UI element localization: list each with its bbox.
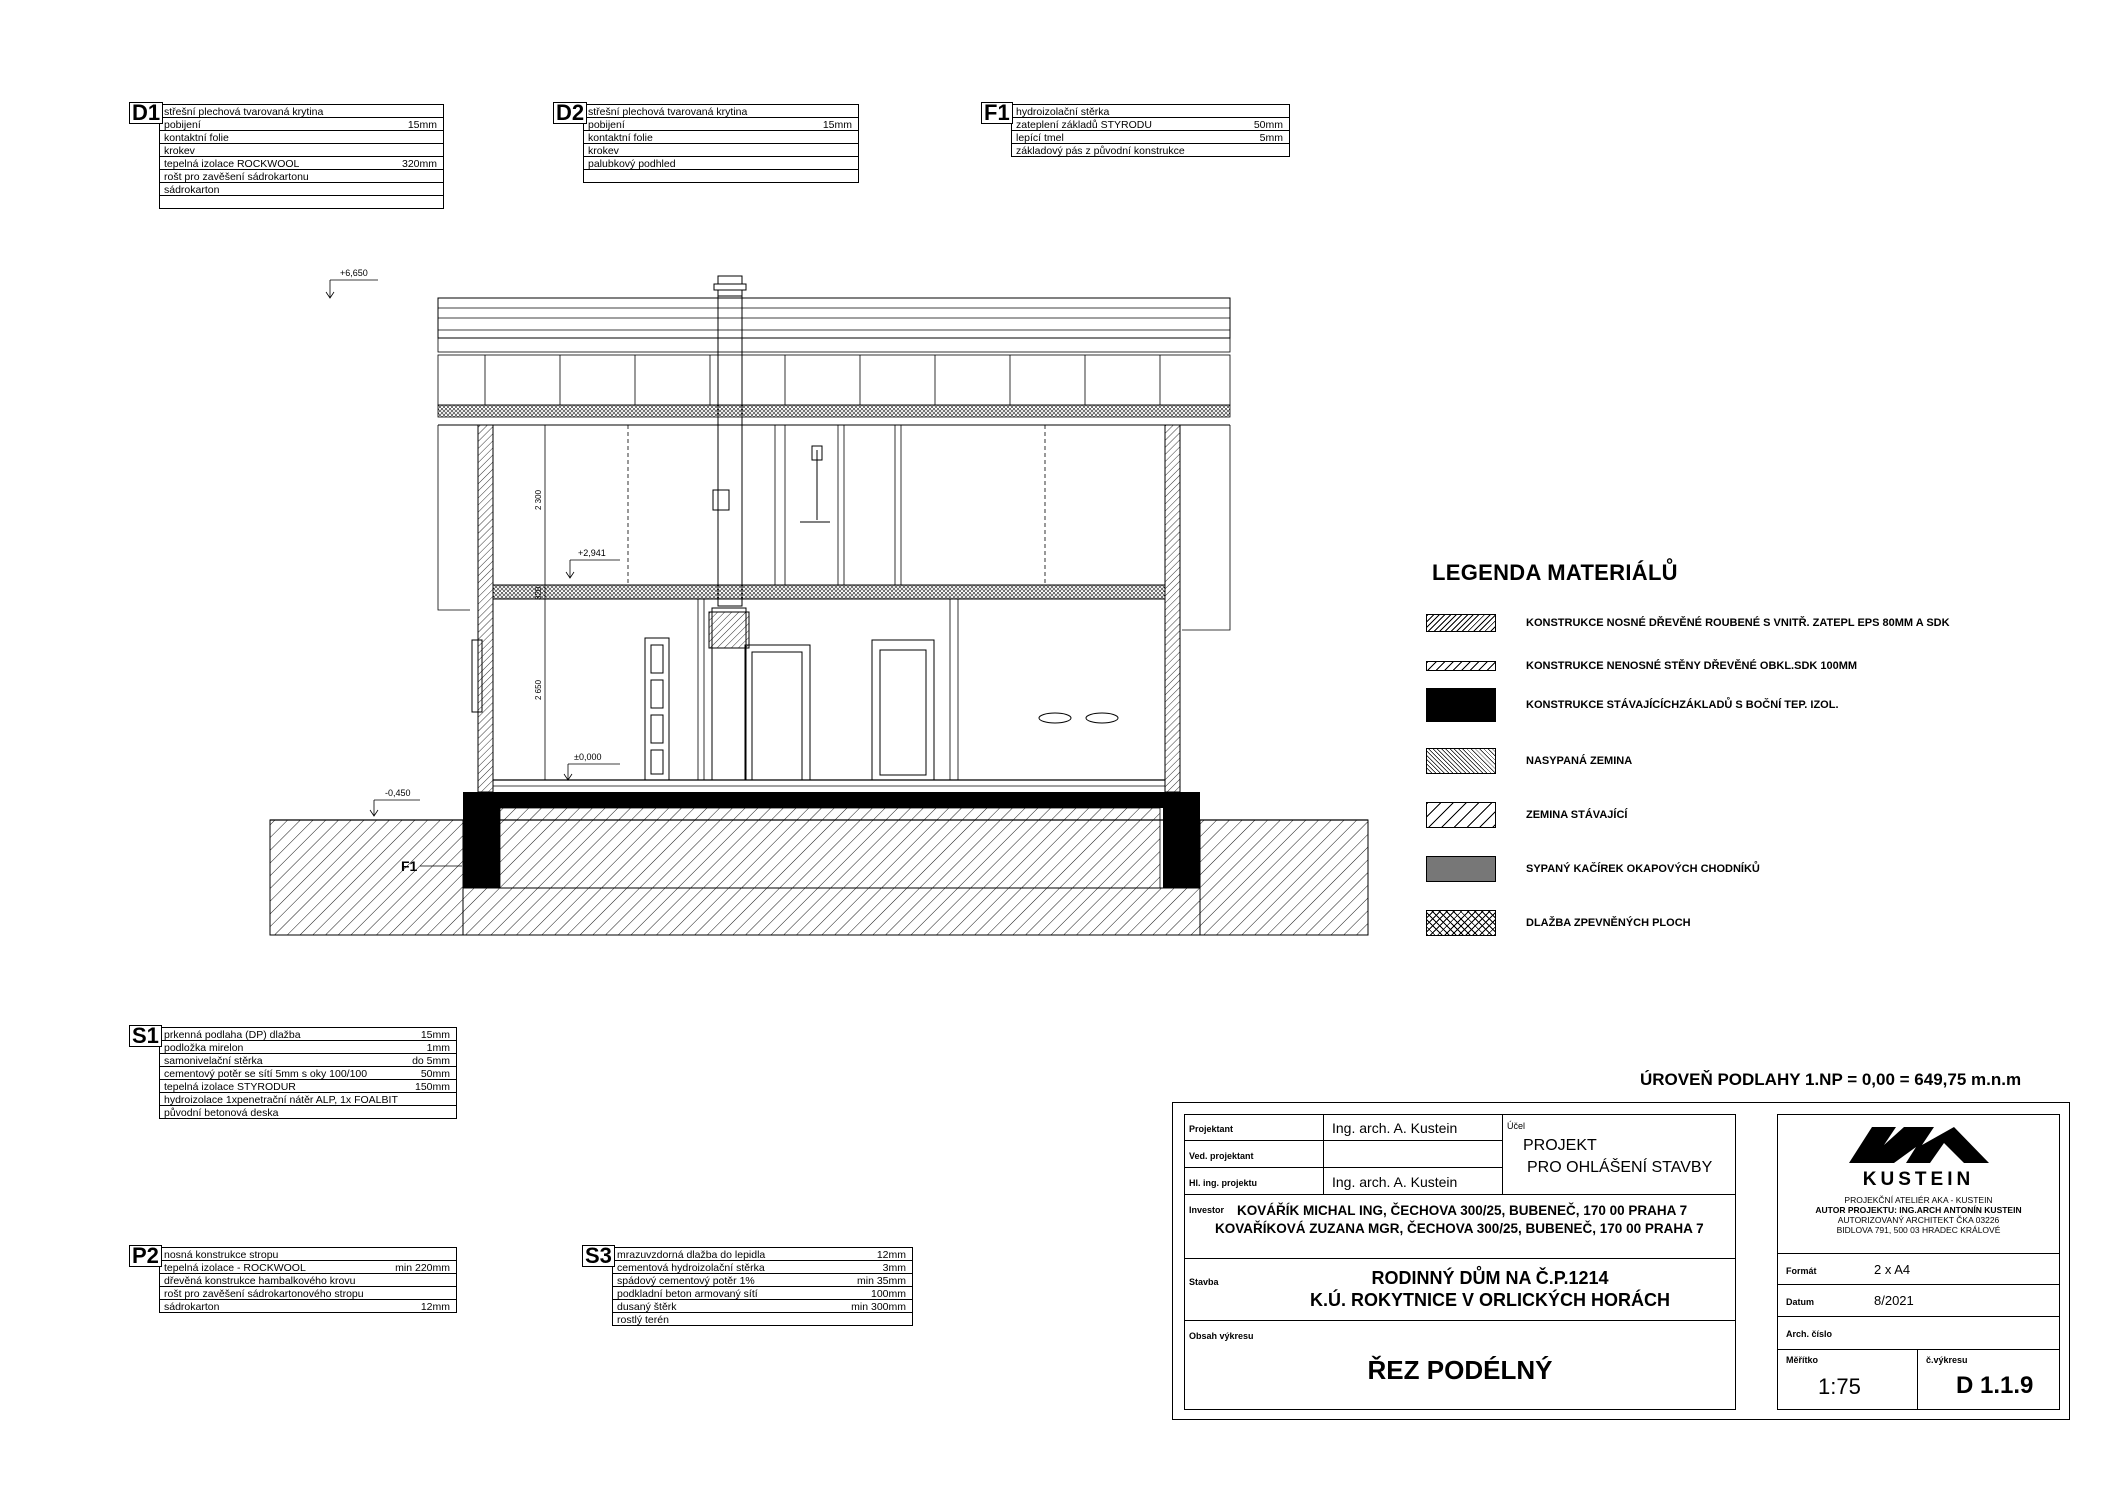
- projektant-value: Ing. arch. A. Kustein: [1332, 1120, 1458, 1136]
- level-ground: -0,450: [385, 788, 411, 798]
- logo-cell: [1777, 1114, 2060, 1254]
- dim-slab: 320: [534, 586, 543, 600]
- legend-swatch: [1426, 856, 1496, 882]
- layer-row: [160, 1248, 456, 1261]
- layer-name: tepelná izolace STYRODUR: [164, 1080, 296, 1093]
- layer-name: dusaný štěrk: [617, 1300, 677, 1313]
- layer-table-s3: [585, 1243, 913, 1326]
- layer-row: [160, 1106, 456, 1119]
- obsah-cell: [1184, 1320, 1736, 1410]
- stavba-label: Stavba: [1189, 1277, 1219, 1287]
- legend-swatch: [1426, 661, 1496, 671]
- layer-thickness: 5mm: [1259, 131, 1283, 144]
- ved-value-cell: [1323, 1140, 1503, 1168]
- layer-row: [160, 1093, 456, 1106]
- ucel-line1: PROJEKT: [1523, 1137, 1597, 1154]
- level-markers: [326, 280, 620, 816]
- projektant-value-cell: [1323, 1114, 1503, 1141]
- layer-row: [613, 1300, 912, 1313]
- layer-row: [160, 1067, 456, 1080]
- layer-row: [613, 1287, 912, 1300]
- section-drawing: [0, 0, 1400, 960]
- layer-name: podložka mirelon: [164, 1041, 244, 1054]
- layer-code: F1: [981, 102, 1013, 124]
- layer-rows: [159, 1027, 457, 1119]
- legend-swatch: [1426, 614, 1496, 632]
- legend-label: ZEMINA STÁVAJÍCÍ: [1526, 809, 1628, 821]
- layer-name: dřevěná konstrukce hambalkového krovu: [164, 1274, 356, 1287]
- format-value: 2 x A4: [1874, 1262, 1911, 1277]
- studio-line4: BIDLOVA 791, 500 03 HRADEC KRÁLOVÉ: [1836, 1225, 2001, 1235]
- layer-name: samonivelační stěrka: [164, 1054, 263, 1067]
- layer-name: lepící tmel: [1016, 131, 1064, 144]
- layer-thickness: 50mm: [420, 1067, 450, 1080]
- dim-lower: 2 650: [534, 679, 543, 700]
- layer-code: P2: [129, 1245, 162, 1267]
- legend-swatch: [1426, 688, 1496, 722]
- floor-level-note: ÚROVEŇ PODLAHY 1.NP = 0,00 = 649,75 m.n.m: [1640, 1070, 2022, 1089]
- layer-name: hydroizolace 1xpenetrační nátěr ALP, 1x FOALBIT: [164, 1093, 398, 1106]
- layer-name: cementový potěr se sítí 5mm s oky 100/100: [164, 1067, 368, 1080]
- ved-label: Ved. projektant: [1189, 1151, 1254, 1161]
- layer-row: [160, 1041, 456, 1054]
- layer-thickness: 15mm: [407, 118, 437, 131]
- studio-line1: PROJEKČNÍ ATELIÉR AKA - KUSTEIN: [1844, 1195, 1993, 1205]
- legend-label: NASYPANÁ ZEMINA: [1526, 755, 1633, 767]
- layer-name: základový pás z původní konstrukce: [1016, 144, 1185, 157]
- layer-name: pobijení: [164, 118, 201, 131]
- layer-name: cementová hydroizolační stěrka: [617, 1261, 765, 1274]
- layer-row: [160, 1287, 456, 1300]
- layer-row: [613, 1248, 912, 1261]
- meritko-cell: [1777, 1349, 1918, 1410]
- existing-ground: [270, 808, 1368, 935]
- ucel-label: Účel: [1507, 1121, 1526, 1131]
- layer-name: kontaktní folie: [588, 131, 653, 144]
- layer-thickness: 15mm: [822, 118, 852, 131]
- investor-line2: KOVAŘÍKOVÁ ZUZANA MGR, ČECHOVA 300/25, BUBENEČ, 170 00 PRAHA 7: [1215, 1221, 1704, 1236]
- hip-value-cell: [1323, 1167, 1503, 1195]
- layer-thickness: 1mm: [426, 1041, 450, 1054]
- meritko-value: 1:75: [1818, 1374, 1861, 1399]
- meritko-label: Měřítko: [1786, 1355, 1819, 1365]
- layer-row: [613, 1261, 912, 1274]
- legend-item: [1426, 802, 1627, 828]
- layer-name: rostlý terén: [617, 1313, 669, 1326]
- layer-code: S1: [129, 1025, 162, 1047]
- layer-table-p2: [132, 1243, 457, 1313]
- layer-name: podkladní beton armovaný sítí: [617, 1287, 758, 1300]
- kustein-logo-icon: [1844, 1119, 1994, 1169]
- layer-name: sádrokarton: [164, 1300, 220, 1313]
- level-floor1: ±0,000: [574, 752, 602, 762]
- arch-label: Arch. číslo: [1786, 1329, 1833, 1339]
- datum-value: 8/2021: [1874, 1293, 1914, 1308]
- layer-thickness: 320mm: [401, 157, 437, 170]
- layer-row: [160, 1300, 456, 1313]
- doors: [645, 612, 934, 780]
- shower-fixture: [800, 446, 830, 522]
- layer-row: [160, 1054, 456, 1067]
- roof-structure: [438, 298, 1230, 630]
- legend-item: [1426, 856, 1760, 882]
- layer-name: rošt pro zavěšení sádrokartonu: [164, 170, 309, 183]
- layer-rows: [612, 1247, 913, 1326]
- layer-name: tepelná izolace ROCKWOOL: [164, 157, 300, 170]
- layer-thickness: min 35mm: [856, 1274, 906, 1287]
- datum-label: Datum: [1786, 1297, 1815, 1307]
- level-roof: +6,650: [340, 268, 368, 278]
- hip-value: Ing. arch. A. Kustein: [1332, 1174, 1458, 1190]
- layer-row: [160, 1261, 456, 1274]
- legend-item: [1426, 748, 1632, 774]
- layer-name: zateplení základů STYRODU: [1016, 118, 1152, 131]
- title-block: [1172, 1102, 2070, 1420]
- layer-name: spádový cementový potěr 1%: [617, 1274, 755, 1287]
- legend-item: [1426, 910, 1691, 936]
- layer-name: hydroizolační stěrka: [1016, 105, 1110, 118]
- format-label: Formát: [1786, 1266, 1817, 1276]
- legend-title: LEGENDA MATERIÁLŮ: [1432, 560, 1678, 585]
- legend-swatch: [1426, 748, 1496, 774]
- legend-label: KONSTRUKCE STÁVAJÍCÍCHZÁKLADŮ S BOČNÍ TEP. IZOL.: [1526, 699, 1839, 711]
- ucel-line2: PRO OHLÁŠENÍ STAVBY: [1527, 1159, 1713, 1176]
- layer-row: [160, 1274, 456, 1287]
- exterior-walls: [478, 425, 1180, 792]
- format-cell: [1777, 1253, 2060, 1285]
- foundation-tag: F1: [401, 858, 418, 874]
- investor-label: Investor: [1189, 1205, 1225, 1215]
- layer-thickness: do 5mm: [412, 1054, 450, 1067]
- layer-name: střešní plechová tvarovaná krytina: [164, 105, 324, 118]
- layer-row: [613, 1274, 912, 1287]
- layer-thickness: 15mm: [420, 1028, 450, 1041]
- layer-name: kontaktní folie: [164, 131, 229, 144]
- legend-label: DLAŽBA ZPEVNĚNÝCH PLOCH: [1526, 917, 1691, 929]
- layer-name: původní betonová deska: [164, 1106, 279, 1119]
- cislo-cell: [1917, 1349, 2060, 1410]
- stavba-cell: [1184, 1258, 1736, 1321]
- layer-thickness: 100mm: [870, 1287, 906, 1300]
- dim-upper: 2 300: [534, 489, 543, 510]
- layer-name: nosná konstrukce stropu: [164, 1248, 279, 1261]
- legend-label: KONSTRUKCE NOSNÉ DŘEVĚNÉ ROUBENÉ S VNITŘ. ZATEPL EPS 80MM A SDK: [1526, 617, 1950, 629]
- legend-label: SYPANÝ KAČÍREK OKAPOVÝCH CHODNÍKŮ: [1526, 863, 1760, 875]
- cislo-label: č.výkresu: [1926, 1355, 1968, 1365]
- stavba-line2: K.Ú. ROKYTNICE V ORLICKÝCH HORÁCH: [1309, 1290, 1670, 1310]
- legend-swatch: [1426, 910, 1496, 936]
- material-legend: [1426, 560, 2026, 960]
- logo-name: KUSTEIN: [1862, 1169, 1975, 1190]
- obsah-value: ŘEZ PODÉLNÝ: [1367, 1355, 1553, 1385]
- layer-rows: [159, 1247, 457, 1313]
- layer-name: pobijení: [588, 118, 625, 131]
- layer-row: [160, 1080, 456, 1093]
- layer-code: S3: [582, 1245, 615, 1267]
- legend-item: [1426, 614, 1950, 632]
- layer-name: sádrokarton: [164, 183, 220, 196]
- layer-thickness: 50mm: [1253, 118, 1283, 131]
- studio-line2: AUTOR PROJEKTU: ING.ARCH ANTONÍN KUSTEIN: [1815, 1205, 2022, 1215]
- layer-name: palubkový podhled: [588, 157, 676, 170]
- layer-thickness: 3mm: [882, 1261, 906, 1274]
- layer-thickness: 12mm: [876, 1248, 906, 1261]
- legend-item: [1426, 688, 1839, 722]
- investor-cell: [1184, 1194, 1736, 1259]
- layer-row: [160, 1028, 456, 1041]
- legend-item: [1426, 660, 1857, 672]
- layer-thickness: min 300mm: [851, 1300, 906, 1313]
- projektant-label: Projektant: [1189, 1124, 1234, 1134]
- layer-name: mrazuvzdorná dlažba do lepidla: [617, 1248, 766, 1261]
- layer-code: D2: [553, 102, 587, 124]
- layer-thickness: min 220mm: [395, 1261, 450, 1274]
- layer-name: krokev: [588, 144, 619, 157]
- interior-partitions: [628, 425, 1045, 780]
- legend-label: KONSTRUKCE NENOSNÉ STĚNY DŘEVĚNÉ OBKL.SDK 100MM: [1526, 660, 1858, 672]
- layer-row: [613, 1313, 912, 1326]
- layer-thickness: 12mm: [420, 1300, 450, 1313]
- studio-line3: AUTORIZOVANÝ ARCHITEKT ČKA 03226: [1837, 1215, 2000, 1225]
- ucel-cell: [1502, 1114, 1736, 1195]
- legend-swatch: [1426, 802, 1496, 828]
- layer-name: prkenná podlaha (DP) dlažba: [164, 1028, 301, 1041]
- layer-table-s1: [132, 1023, 457, 1119]
- arch-cell: [1777, 1316, 2060, 1350]
- washbasins: [1039, 713, 1118, 723]
- stavba-line1: RODINNÝ DŮM NA Č.P.1214: [1371, 1268, 1609, 1288]
- obsah-label: Obsah výkresu: [1189, 1331, 1254, 1341]
- layer-thickness: 150mm: [414, 1080, 450, 1093]
- level-floor2: +2,941: [578, 548, 606, 558]
- layer-code: D1: [129, 102, 163, 124]
- layer-name: střešní plechová tvarovaná krytina: [588, 105, 748, 118]
- cislo-value: D 1.1.9: [1956, 1372, 2034, 1399]
- layer-name: tepelná izolace - ROCKWOOL: [164, 1261, 306, 1274]
- hip-label: Hl. ing. projektu: [1189, 1178, 1258, 1188]
- layer-name: krokev: [164, 144, 195, 157]
- investor-line1: KOVÁŘÍK MICHAL ING, ČECHOVA 300/25, BUBENEČ, 170 00 PRAHA 7: [1237, 1203, 1688, 1218]
- layer-name: rošt pro zavěšení sádrokartonového stropu: [164, 1287, 364, 1300]
- datum-cell: [1777, 1284, 2060, 1317]
